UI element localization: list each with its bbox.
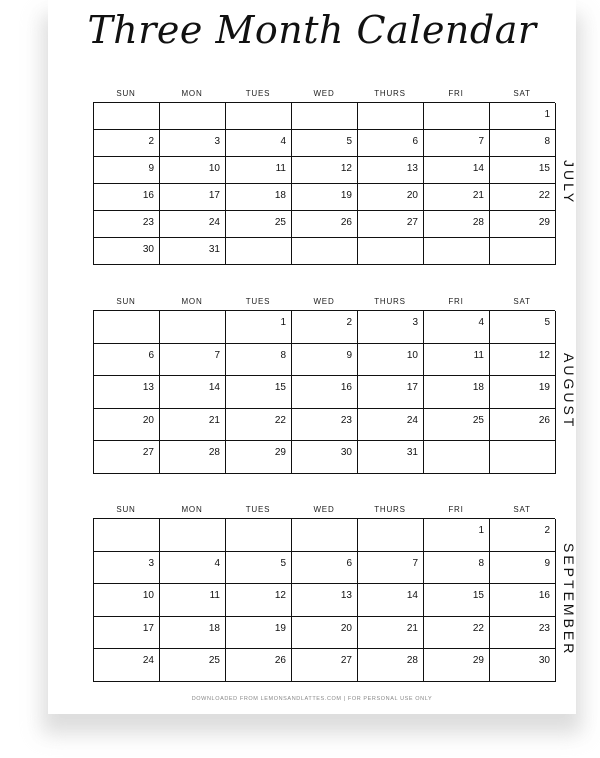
day-number: 7 bbox=[214, 349, 220, 361]
weekday-label: THURS bbox=[374, 89, 406, 98]
day-number: 20 bbox=[142, 414, 154, 426]
day-cell bbox=[226, 584, 292, 617]
day-cell bbox=[94, 211, 160, 238]
day-cell bbox=[226, 649, 292, 682]
day-number: 30 bbox=[142, 244, 154, 255]
day-cell bbox=[424, 519, 490, 552]
day-cell bbox=[94, 519, 160, 552]
day-cell bbox=[160, 311, 226, 344]
day-cell bbox=[358, 584, 424, 617]
day-number: 14 bbox=[208, 382, 220, 393]
day-number: 16 bbox=[538, 590, 550, 601]
day-cell bbox=[160, 211, 226, 238]
day-cell bbox=[160, 441, 226, 474]
day-number: 22 bbox=[472, 622, 484, 634]
day-cell bbox=[358, 103, 424, 130]
day-number: 8 bbox=[478, 557, 484, 569]
day-cell bbox=[292, 238, 358, 265]
day-cell bbox=[358, 649, 424, 682]
day-cell bbox=[424, 103, 490, 130]
day-cell bbox=[160, 184, 226, 211]
day-cell bbox=[160, 376, 226, 409]
weekday-label: SUN bbox=[116, 89, 136, 98]
day-number: 5 bbox=[544, 317, 550, 328]
weekday-header bbox=[93, 86, 555, 102]
day-cell bbox=[226, 376, 292, 409]
day-cell bbox=[490, 238, 556, 265]
day-cell bbox=[424, 376, 490, 409]
weekday-label: FRI bbox=[448, 297, 464, 306]
day-number: 6 bbox=[412, 136, 418, 147]
calendar-grid bbox=[93, 518, 555, 682]
day-number: 7 bbox=[412, 557, 418, 569]
day-number: 26 bbox=[274, 655, 286, 666]
day-number: 15 bbox=[472, 590, 484, 601]
day-number: 10 bbox=[208, 163, 220, 174]
month-july bbox=[93, 86, 555, 265]
day-number: 17 bbox=[208, 190, 220, 201]
day-cell bbox=[226, 441, 292, 474]
day-number: 22 bbox=[274, 414, 286, 426]
day-cell bbox=[490, 311, 556, 344]
day-cell bbox=[358, 344, 424, 377]
weekday-header bbox=[93, 502, 555, 518]
day-number: 23 bbox=[142, 217, 154, 228]
day-number: 31 bbox=[406, 447, 418, 458]
weekday-label: WED bbox=[313, 89, 335, 98]
day-number: 8 bbox=[544, 136, 550, 147]
day-number: 8 bbox=[280, 349, 286, 361]
day-number: 9 bbox=[148, 163, 154, 174]
weekday-label: SAT bbox=[513, 505, 531, 514]
day-cell bbox=[490, 409, 556, 442]
day-cell bbox=[490, 157, 556, 184]
day-number: 27 bbox=[142, 447, 154, 458]
day-number: 12 bbox=[538, 349, 550, 361]
day-cell bbox=[490, 552, 556, 585]
day-number: 16 bbox=[340, 382, 352, 393]
day-cell bbox=[292, 552, 358, 585]
day-cell bbox=[94, 344, 160, 377]
day-number: 20 bbox=[340, 622, 352, 634]
day-cell bbox=[94, 409, 160, 442]
day-cell bbox=[292, 519, 358, 552]
day-cell bbox=[358, 519, 424, 552]
day-number: 26 bbox=[340, 217, 352, 228]
day-cell bbox=[292, 184, 358, 211]
day-number: 21 bbox=[472, 190, 484, 201]
day-number: 11 bbox=[209, 590, 220, 601]
day-number: 9 bbox=[346, 349, 352, 361]
day-number: 1 bbox=[280, 317, 286, 328]
day-cell bbox=[490, 617, 556, 650]
day-cell bbox=[226, 184, 292, 211]
day-cell bbox=[358, 238, 424, 265]
day-cell bbox=[160, 617, 226, 650]
day-cell bbox=[226, 519, 292, 552]
day-cell bbox=[424, 157, 490, 184]
month-name-label: AUGUST bbox=[561, 353, 577, 430]
day-cell bbox=[160, 130, 226, 157]
day-number: 27 bbox=[340, 655, 352, 666]
weekday-label: TUES bbox=[245, 505, 271, 514]
day-number: 10 bbox=[406, 349, 418, 361]
weekday-label: SUN bbox=[116, 505, 136, 514]
day-cell bbox=[160, 157, 226, 184]
day-number: 19 bbox=[340, 190, 352, 201]
day-cell bbox=[490, 649, 556, 682]
day-cell bbox=[160, 584, 226, 617]
day-cell bbox=[490, 103, 556, 130]
day-number: 25 bbox=[472, 414, 484, 426]
day-number: 19 bbox=[274, 622, 286, 634]
weekday-label: SAT bbox=[513, 297, 531, 306]
day-number: 26 bbox=[538, 414, 550, 426]
day-number: 6 bbox=[148, 349, 154, 361]
day-number: 13 bbox=[142, 382, 154, 393]
day-cell bbox=[490, 211, 556, 238]
day-number: 2 bbox=[346, 317, 352, 328]
day-number: 13 bbox=[406, 163, 418, 174]
weekday-header bbox=[93, 294, 555, 310]
day-number: 16 bbox=[142, 190, 154, 201]
day-number: 3 bbox=[214, 136, 220, 147]
day-cell bbox=[358, 617, 424, 650]
day-cell bbox=[94, 584, 160, 617]
day-cell bbox=[160, 103, 226, 130]
weekday-label: THURS bbox=[374, 505, 406, 514]
day-number: 17 bbox=[142, 622, 154, 634]
day-number: 29 bbox=[274, 447, 286, 458]
day-cell bbox=[358, 376, 424, 409]
day-cell bbox=[160, 409, 226, 442]
day-number: 22 bbox=[538, 190, 550, 201]
day-cell bbox=[160, 238, 226, 265]
month-name-label: JULY bbox=[561, 160, 577, 206]
day-cell bbox=[490, 376, 556, 409]
day-number: 18 bbox=[274, 190, 286, 201]
weekday-label: THURS bbox=[374, 297, 406, 306]
day-number: 5 bbox=[346, 136, 352, 147]
day-number: 1 bbox=[478, 525, 484, 536]
day-cell bbox=[490, 584, 556, 617]
day-number: 23 bbox=[340, 414, 352, 426]
day-number: 13 bbox=[340, 590, 352, 601]
day-number: 30 bbox=[538, 655, 550, 666]
day-cell bbox=[358, 552, 424, 585]
day-number: 14 bbox=[406, 590, 418, 601]
day-cell bbox=[358, 211, 424, 238]
day-cell bbox=[490, 130, 556, 157]
day-number: 24 bbox=[208, 217, 220, 228]
weekday-label: SUN bbox=[116, 297, 136, 306]
day-number: 4 bbox=[478, 317, 484, 328]
day-cell bbox=[424, 184, 490, 211]
day-number: 24 bbox=[142, 655, 154, 666]
day-number: 2 bbox=[544, 525, 550, 536]
day-number: 15 bbox=[538, 163, 550, 174]
day-cell bbox=[94, 157, 160, 184]
day-number: 15 bbox=[274, 382, 286, 393]
day-number: 12 bbox=[274, 590, 286, 601]
weekday-label: MON bbox=[181, 297, 203, 306]
day-cell bbox=[226, 103, 292, 130]
day-cell bbox=[160, 519, 226, 552]
weekday-label: MON bbox=[181, 505, 203, 514]
day-cell bbox=[424, 649, 490, 682]
day-number: 28 bbox=[406, 655, 418, 666]
day-number: 17 bbox=[406, 382, 418, 393]
day-cell bbox=[94, 103, 160, 130]
calendar-grid bbox=[93, 310, 555, 474]
day-number: 7 bbox=[478, 136, 484, 147]
day-number: 21 bbox=[406, 622, 418, 634]
day-number: 10 bbox=[142, 590, 154, 601]
day-cell bbox=[424, 617, 490, 650]
day-cell bbox=[358, 311, 424, 344]
day-cell bbox=[226, 311, 292, 344]
day-cell bbox=[424, 130, 490, 157]
day-cell bbox=[292, 157, 358, 184]
day-cell bbox=[424, 311, 490, 344]
day-cell bbox=[160, 649, 226, 682]
day-cell bbox=[226, 211, 292, 238]
day-number: 29 bbox=[472, 655, 484, 666]
day-cell bbox=[160, 552, 226, 585]
day-cell bbox=[424, 552, 490, 585]
day-cell bbox=[226, 617, 292, 650]
day-cell bbox=[226, 130, 292, 157]
day-cell bbox=[424, 344, 490, 377]
day-number: 25 bbox=[208, 655, 220, 666]
day-cell bbox=[424, 441, 490, 474]
day-number: 20 bbox=[406, 190, 418, 201]
day-cell bbox=[94, 552, 160, 585]
day-number: 11 bbox=[275, 163, 286, 174]
calendar-page bbox=[48, 0, 576, 714]
day-cell bbox=[94, 441, 160, 474]
month-september bbox=[93, 502, 555, 682]
day-cell bbox=[94, 376, 160, 409]
day-number: 25 bbox=[274, 217, 286, 228]
day-cell bbox=[292, 649, 358, 682]
day-number: 28 bbox=[472, 217, 484, 228]
day-cell bbox=[424, 211, 490, 238]
day-cell bbox=[292, 376, 358, 409]
day-number: 28 bbox=[208, 447, 220, 458]
day-number: 4 bbox=[214, 557, 220, 569]
day-number: 27 bbox=[406, 217, 418, 228]
day-cell bbox=[292, 409, 358, 442]
day-number: 18 bbox=[208, 622, 220, 634]
day-cell bbox=[490, 344, 556, 377]
day-number: 1 bbox=[544, 109, 550, 120]
day-cell bbox=[292, 441, 358, 474]
day-number: 30 bbox=[340, 447, 352, 458]
day-cell bbox=[424, 584, 490, 617]
day-number: 5 bbox=[280, 557, 286, 569]
day-cell bbox=[94, 617, 160, 650]
calendar-grid bbox=[93, 102, 555, 265]
day-cell bbox=[94, 649, 160, 682]
day-cell bbox=[292, 584, 358, 617]
day-cell bbox=[292, 344, 358, 377]
weekday-label: TUES bbox=[245, 89, 271, 98]
weekday-label: FRI bbox=[448, 89, 464, 98]
day-number: 21 bbox=[208, 414, 220, 426]
footer-note: DOWNLOADED FROM LEMONSANDLATTES.COM | FOR PERSONAL USE ONLY bbox=[191, 696, 433, 702]
day-number: 14 bbox=[472, 163, 484, 174]
day-cell bbox=[424, 238, 490, 265]
day-cell bbox=[358, 441, 424, 474]
day-number: 3 bbox=[412, 317, 418, 328]
day-number: 11 bbox=[473, 349, 484, 361]
day-cell bbox=[358, 184, 424, 211]
day-number: 9 bbox=[544, 557, 550, 569]
day-number: 6 bbox=[346, 557, 352, 569]
day-cell bbox=[226, 238, 292, 265]
weekday-label: FRI bbox=[448, 505, 464, 514]
day-cell bbox=[358, 157, 424, 184]
month-august bbox=[93, 294, 555, 474]
day-cell bbox=[292, 211, 358, 238]
day-cell bbox=[226, 409, 292, 442]
weekday-label: WED bbox=[313, 297, 335, 306]
day-cell bbox=[490, 184, 556, 211]
day-number: 18 bbox=[472, 382, 484, 393]
day-cell bbox=[292, 311, 358, 344]
month-name-label: SEPTEMBER bbox=[561, 542, 577, 656]
day-cell bbox=[226, 552, 292, 585]
weekday-label: TUES bbox=[245, 297, 271, 306]
day-cell bbox=[292, 103, 358, 130]
day-cell bbox=[94, 311, 160, 344]
day-number: 2 bbox=[148, 136, 154, 147]
day-cell bbox=[226, 157, 292, 184]
day-number: 29 bbox=[538, 217, 550, 228]
day-number: 31 bbox=[208, 244, 220, 255]
day-cell bbox=[160, 344, 226, 377]
day-number: 12 bbox=[340, 163, 352, 174]
day-cell bbox=[358, 130, 424, 157]
day-cell bbox=[226, 344, 292, 377]
day-number: 19 bbox=[538, 382, 550, 393]
day-cell bbox=[358, 409, 424, 442]
day-cell bbox=[490, 441, 556, 474]
day-number: 23 bbox=[538, 622, 550, 634]
day-cell bbox=[424, 409, 490, 442]
day-cell bbox=[94, 130, 160, 157]
day-cell bbox=[292, 130, 358, 157]
day-number: 3 bbox=[148, 557, 154, 569]
day-cell bbox=[490, 519, 556, 552]
day-number: 24 bbox=[406, 414, 418, 426]
day-cell bbox=[94, 238, 160, 265]
day-cell bbox=[94, 184, 160, 211]
page-title: Three Month Calendar bbox=[87, 8, 537, 52]
day-number: 4 bbox=[280, 136, 286, 147]
weekday-label: MON bbox=[181, 89, 203, 98]
weekday-label: WED bbox=[313, 505, 335, 514]
weekday-label: SAT bbox=[513, 89, 531, 98]
day-cell bbox=[292, 617, 358, 650]
